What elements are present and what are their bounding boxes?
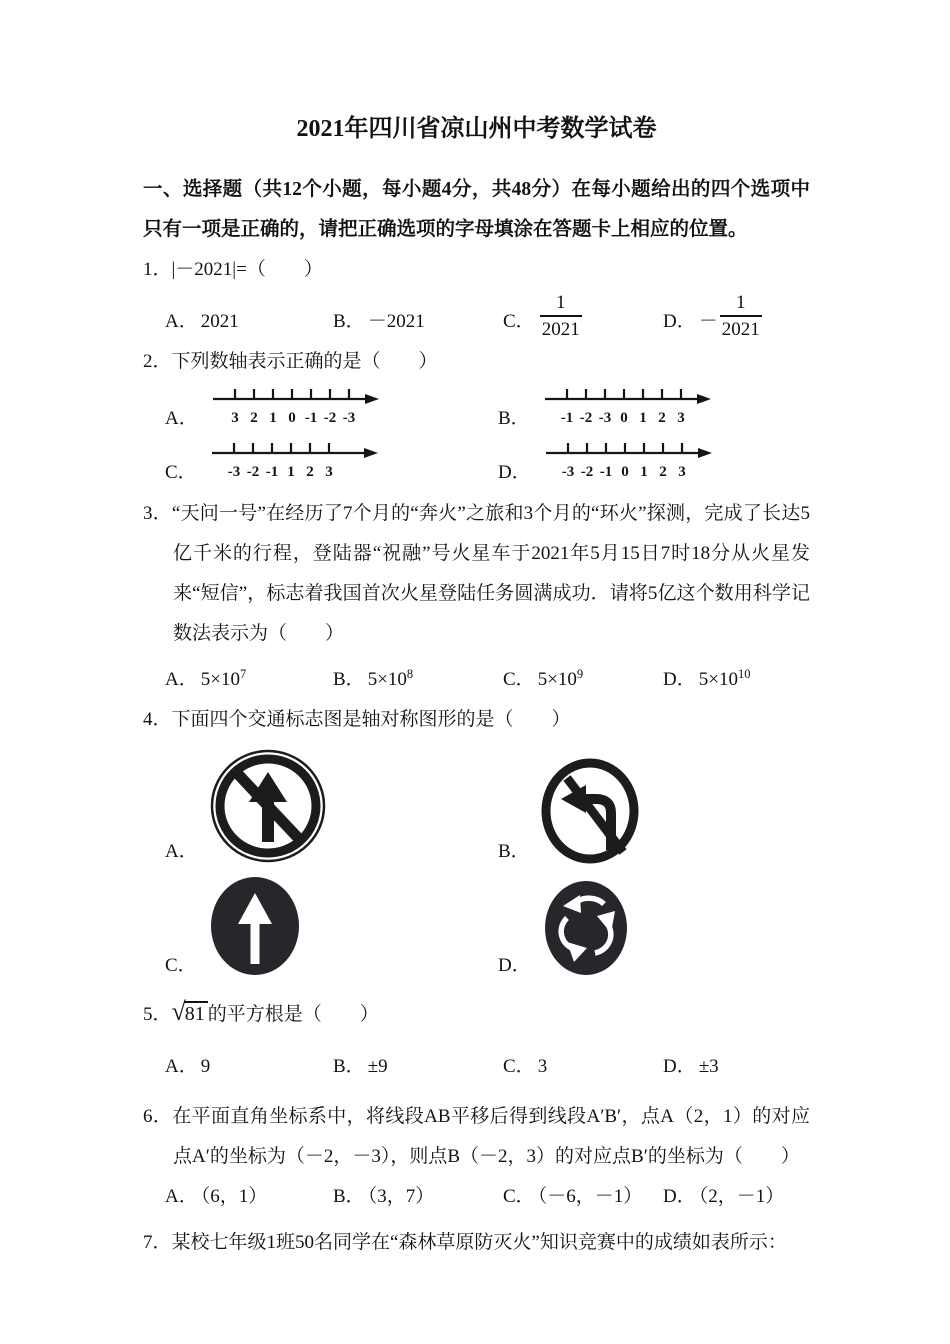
option-label: D．: [663, 1056, 696, 1077]
q4-signs-row-2: [143, 874, 810, 978]
numberline-a-icon: [211, 384, 383, 430]
numberline-c-icon: [210, 438, 382, 484]
option-value: 5×10: [537, 669, 577, 690]
q4-stem: 4．下面四个交通标志图是轴对称图形的是（ ）: [143, 709, 571, 730]
option-label: D．: [498, 955, 531, 976]
exponent: 10: [737, 667, 751, 681]
option-label: A．: [165, 1186, 198, 1207]
option-value: －2021: [367, 311, 425, 332]
q2-stem: 2．下列数轴表示正确的是（ ）: [143, 351, 438, 372]
fraction-denominator: 2021: [720, 315, 762, 342]
q5-option-b: [333, 1047, 503, 1087]
svg-text:0: 0: [619, 410, 628, 426]
svg-text:3: 3: [324, 464, 333, 480]
q5-option-d: [663, 1047, 810, 1087]
option-label: A．: [165, 408, 198, 429]
svg-text:2: 2: [305, 464, 314, 480]
svg-text:-2: -2: [580, 464, 593, 480]
svg-text:1: 1: [638, 410, 647, 426]
fraction-denominator: 2021: [540, 315, 582, 342]
option-label: C．: [503, 311, 535, 332]
svg-text:3: 3: [676, 410, 685, 426]
fraction-numerator: 1: [736, 292, 746, 313]
svg-text:2: 2: [658, 464, 667, 480]
radicand: 81: [184, 1001, 208, 1025]
exponent: 8: [406, 667, 414, 681]
option-label: D．: [663, 1186, 696, 1207]
option-value: ±9: [367, 1056, 388, 1077]
svg-text:-2: -2: [323, 410, 336, 426]
svg-text:-2: -2: [246, 464, 259, 480]
q5-option-c: [503, 1047, 663, 1087]
option-label: D．: [663, 669, 696, 690]
option-label: B．: [498, 841, 530, 862]
svg-text:-3: -3: [561, 464, 574, 480]
option-value: ±3: [698, 1056, 719, 1077]
option-value: （6，1）: [200, 1186, 268, 1207]
question-1: [143, 250, 810, 342]
option-value: 5×10: [200, 669, 240, 690]
page-title: 2021年四川省凉山州中考数学试卷: [296, 116, 657, 142]
q1-option-d: [663, 290, 810, 342]
q5-number: 5．: [143, 1004, 172, 1025]
svg-text:-3: -3: [598, 410, 611, 426]
minus-sign: －: [698, 311, 718, 332]
q2-numberlines-row-2: [143, 438, 810, 484]
q4-option-b: [498, 748, 810, 864]
svg-text:1: 1: [268, 410, 277, 426]
no-straight-ahead-sign-icon: [209, 748, 327, 864]
q1-stem: 1．|－2021|=（ ）: [143, 259, 323, 280]
option-label: B．: [498, 408, 530, 429]
straight-only-sign-icon: [208, 874, 302, 978]
svg-text:-2: -2: [579, 410, 592, 426]
svg-text:2: 2: [657, 410, 666, 426]
option-label: B．: [333, 311, 365, 332]
question-3: [143, 494, 810, 700]
q6-option-a: [165, 1177, 333, 1217]
option-value: 2021: [200, 311, 239, 332]
svg-text:-3: -3: [227, 464, 240, 480]
q2-option-d: [498, 438, 810, 484]
q2-option-a: [165, 384, 498, 430]
q1-option-c: [503, 290, 663, 342]
svg-text:2: 2: [249, 410, 258, 426]
option-value: 5×10: [698, 669, 738, 690]
exponent: 9: [576, 667, 584, 681]
option-label: B．: [333, 1186, 365, 1207]
fraction: [720, 290, 762, 342]
question-5: [143, 994, 810, 1087]
svg-text:1: 1: [639, 464, 648, 480]
question-2: [143, 342, 810, 484]
option-label: B．: [333, 1056, 365, 1077]
q1-option-a: [165, 302, 333, 342]
option-label: C．: [165, 955, 197, 976]
q5-options: [143, 1047, 810, 1087]
option-label: D．: [663, 311, 696, 332]
q5-stem: [143, 994, 810, 1035]
option-value: 3: [537, 1056, 548, 1077]
q4-signs-row-1: [143, 748, 810, 864]
option-value: 9: [200, 1056, 211, 1077]
fraction-numerator: 1: [555, 292, 566, 313]
svg-text:1: 1: [286, 464, 295, 480]
exponent: 7: [239, 667, 247, 681]
fraction: [540, 290, 582, 342]
no-left-turn-sign-icon: [541, 758, 639, 864]
option-value: （2，－1）: [698, 1186, 785, 1207]
svg-text:3: 3: [677, 464, 686, 480]
section-heading: 一、选择题（共12个小题，每小题4分，共48分）在每小题给出的四个选项中只有一项是正确的，请把正确选项的字母填涂在答题卡上相应的位置。: [143, 179, 810, 240]
q3-option-d: [663, 654, 810, 700]
svg-text:-3: -3: [342, 410, 355, 426]
option-label: C．: [503, 1186, 535, 1207]
q3-option-a: [165, 654, 333, 700]
option-value: （－6，－1）: [537, 1186, 643, 1207]
q5-text: 的平方根是（ ）: [207, 1004, 379, 1025]
q1-option-b: [333, 302, 503, 342]
roundabout-sign-icon: [542, 878, 630, 978]
q2-numberlines-row-1: [143, 384, 810, 430]
q4-option-c: [165, 874, 498, 978]
q4-option-a: [165, 748, 498, 864]
question-4: [143, 700, 810, 978]
svg-text:-1: -1: [560, 410, 573, 426]
option-label: D．: [498, 462, 531, 483]
svg-text:0: 0: [287, 410, 296, 426]
svg-text:0: 0: [620, 464, 629, 480]
q6-option-c: [503, 1177, 663, 1217]
q7-stem: 7．某校七年级1班50名同学在“森林草原防灭火”知识竞赛中的成绩如表所示：: [143, 1232, 787, 1253]
option-label: C．: [503, 1056, 535, 1077]
numberline-b-icon: [543, 384, 715, 430]
option-label: C．: [165, 462, 197, 483]
option-label: A．: [165, 1056, 198, 1077]
q6-stem: 6．在平面直角坐标系中，将线段AB平移后得到线段A′B′，点A（2，1）的对应点A′的坐标为（－2，－3），则点B（－2，3）的对应点B′的坐标为（ ）: [143, 1106, 810, 1167]
option-label: A．: [165, 841, 198, 862]
q3-options: [143, 654, 810, 700]
q3-option-c: [503, 654, 663, 700]
option-value: （3，7）: [367, 1186, 435, 1207]
q6-options: [143, 1177, 810, 1217]
svg-text:-1: -1: [599, 464, 612, 480]
numberline-d-icon: [544, 438, 716, 484]
svg-text:3: 3: [230, 410, 239, 426]
svg-text:-1: -1: [265, 464, 278, 480]
q4-option-d: [498, 874, 810, 978]
exam-page: [143, 0, 810, 1263]
q3-option-b: [333, 654, 503, 700]
option-value: 5×10: [367, 669, 407, 690]
question-7: [143, 1223, 810, 1263]
option-label: A．: [165, 669, 198, 690]
option-label: B．: [333, 669, 365, 690]
q6-option-d: [663, 1177, 810, 1217]
q2-option-c: [165, 438, 498, 484]
svg-text:-1: -1: [304, 410, 317, 426]
q5-option-a: [165, 1047, 333, 1087]
q2-option-b: [498, 384, 810, 430]
radical-sign: √: [171, 997, 186, 1026]
option-label: A．: [165, 311, 198, 332]
q3-stem: 3．“天问一号”在经历了7个月的“奔火”之旅和3个月的“环火”探测，完成了长达5亿千米的行程，登陆器“祝融”号火星车于2021年5月15日7时18分从火星发来“短信”，标志着我国首次火星登陆任务圆满成功．请将5亿这个数用科学记数法表示为（ ）: [143, 503, 810, 644]
q1-options: [143, 290, 810, 342]
option-label: C．: [503, 669, 535, 690]
question-6: [143, 1097, 810, 1217]
q6-option-b: [333, 1177, 503, 1217]
